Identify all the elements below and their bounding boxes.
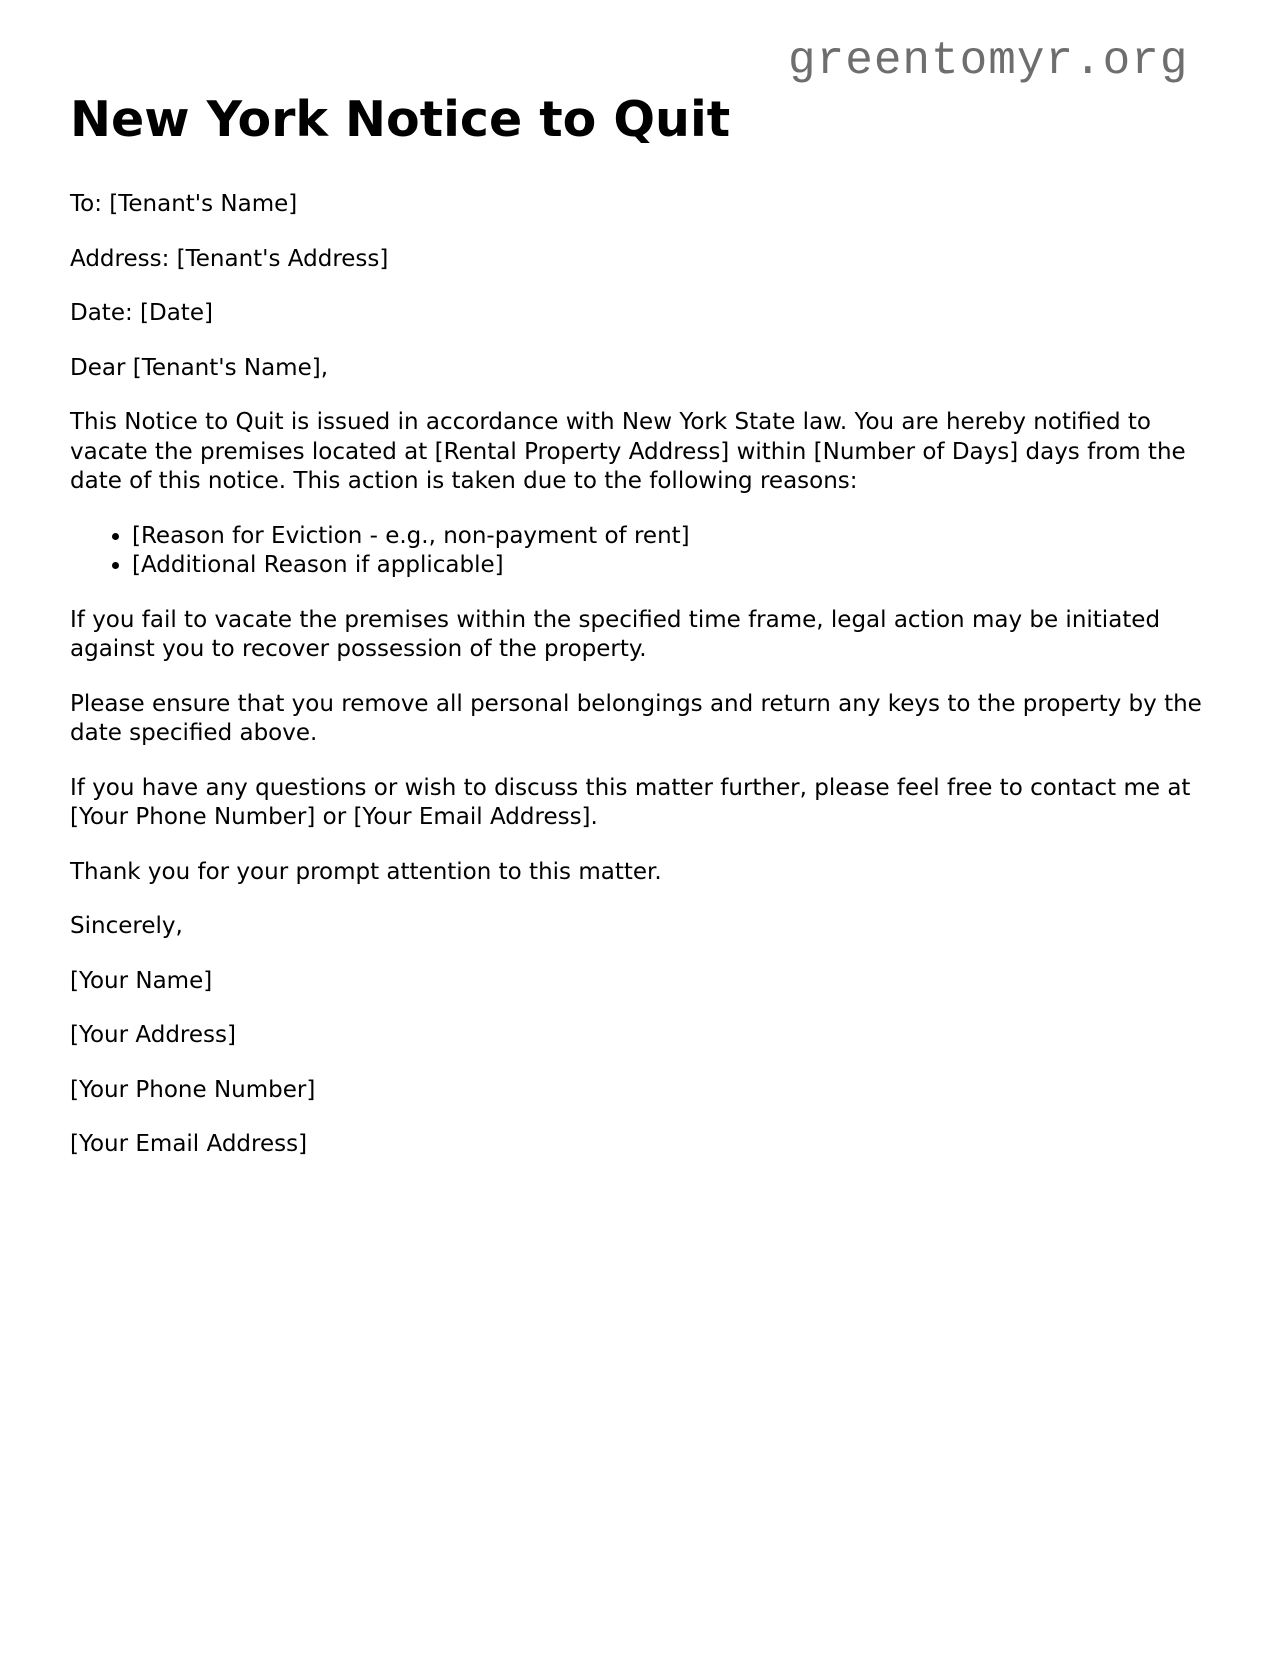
signature-phone: [Your Phone Number]	[70, 1076, 316, 1103]
contact-paragraph: If you have any questions or wish to discuss this matter further, please feel free to contact me at [Your Phone Number] or [Your Email Address].	[70, 774, 1191, 830]
signature-address: [Your Address]	[70, 1022, 236, 1048]
address-line: Address: [Tenant's Address]	[70, 245, 389, 272]
salutation: Dear [Tenant's Name],	[70, 354, 329, 381]
intro-paragraph: This Notice to Quit is issued in accordance with New York State law. You are hereby notified to vacate the premises located at [Rental Property Address] within [Number of Days] days from the date of this notice. This action is taken due to the following reasons:	[70, 409, 1186, 494]
legal-action-paragraph: If you fail to vacate the premises within the specified time frame, legal action may be initiated against you to recover possession of the property.	[70, 606, 1161, 662]
signature-email: [Your Email Address]	[70, 1131, 308, 1157]
reasons-list	[70, 522, 1220, 581]
reason-item: • [Additional Reason if applicable]	[132, 551, 1220, 581]
reason-item: • [Reason for Eviction - e.g., non-payment of rent]	[132, 522, 1220, 552]
signature-name: [Your Name]	[70, 967, 213, 994]
watermark: greentomyr.org	[788, 35, 1189, 87]
document-page	[70, 86, 1220, 1185]
belongings-paragraph: Please ensure that you remove all personal belongings and return any keys to the property by the date specified above.	[70, 690, 1202, 746]
date-line: Date: [Date]	[70, 300, 213, 326]
document-title: New York Notice to Quit	[70, 91, 731, 148]
thanks-paragraph: Thank you for your prompt attention to this matter.	[70, 858, 662, 885]
closing: Sincerely,	[70, 913, 183, 939]
to-line: To: [Tenant's Name]	[70, 191, 298, 217]
